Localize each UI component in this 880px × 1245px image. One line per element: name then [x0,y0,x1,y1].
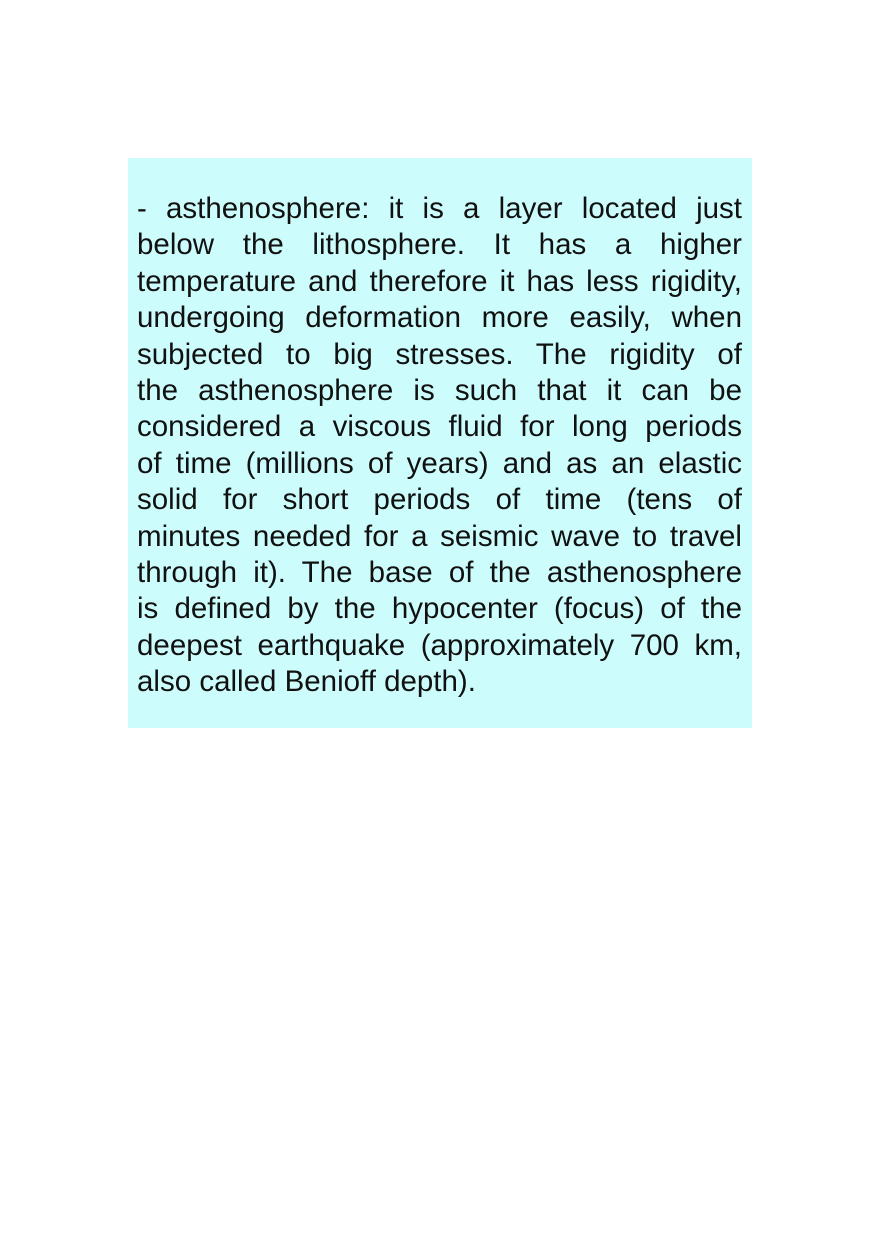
paragraph-line: undergoing deformation more easily, when [137,301,742,335]
paragraph-line: subjected to big stresses. The rigidity of [137,337,742,371]
paragraph-line: - asthenosphere: it is a layer located just [137,192,742,225]
paragraph-line: minutes needed for a seismic wave to travel [137,519,742,553]
paragraph-line: through it). The base of the asthenosphere [137,556,742,590]
paragraph-line: is defined by the hypocenter (focus) of the [137,592,742,626]
asthenosphere-paragraph [137,191,742,701]
paragraph-line: solid for short periods of time (tens of [137,483,742,517]
paragraph-line: considered a viscous fluid for long periods [137,410,742,444]
paragraph-line: the asthenosphere is such that it can be [137,374,742,408]
paragraph-line: temperature and therefore it has less rigidity, [137,264,742,298]
paragraph-line: also called Benioff depth). [137,665,476,699]
highlighted-text-box [128,158,752,728]
paragraph-line: of time (millions of years) and as an elastic [137,446,742,480]
paragraph-line: below the lithosphere. It has a higher [137,228,742,262]
paragraph-line: deepest earthquake (approximately 700 km, [137,628,742,662]
